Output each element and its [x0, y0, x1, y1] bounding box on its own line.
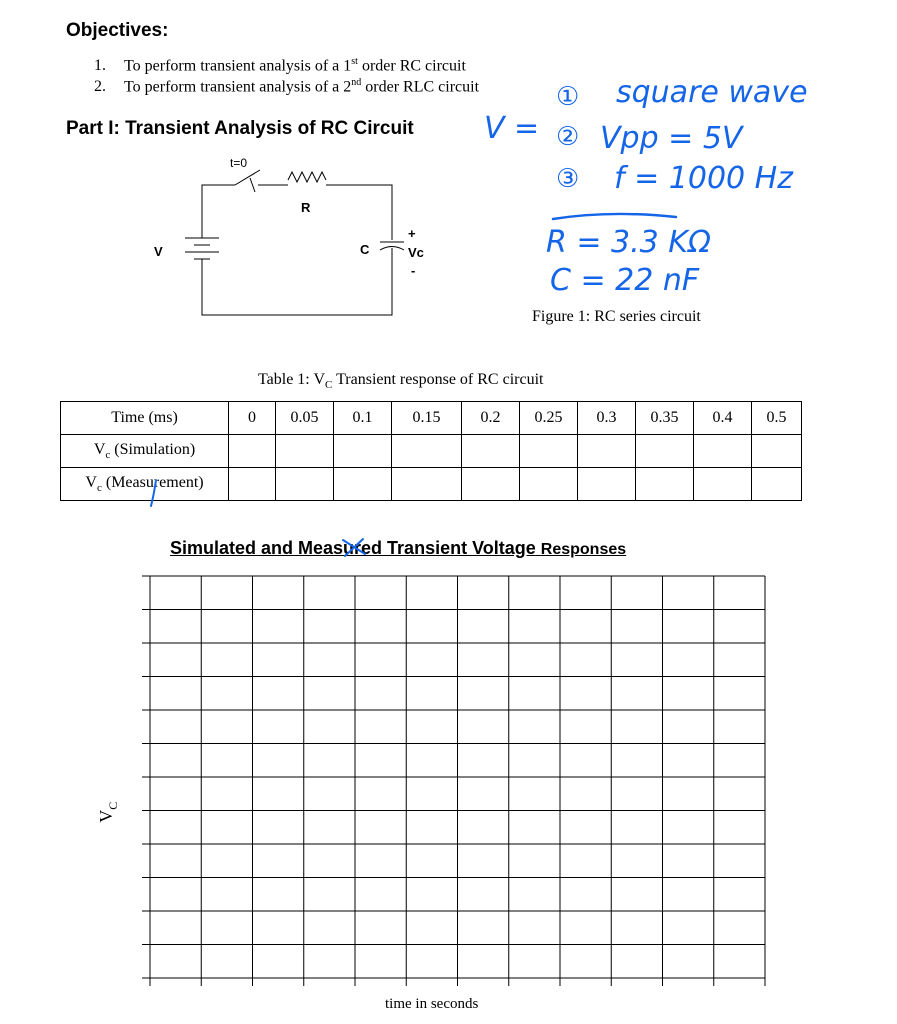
handwritten-number-2: ② — [556, 122, 580, 152]
table-empty-cell[interactable] — [636, 435, 694, 468]
objective-item-2 — [94, 77, 479, 96]
x-axis-label: time in seconds — [385, 996, 479, 1012]
handwritten-capacitance: C = 22 nF — [550, 263, 700, 298]
table-time-cell: 0.35 — [636, 402, 694, 435]
table-time-cell: 0.25 — [520, 402, 578, 435]
table-time-cell: 0.4 — [694, 402, 752, 435]
handwritten-vpp: Vpp = 5V — [600, 121, 743, 156]
handwritten-resistance: R = 3.3 KΩ — [546, 225, 711, 260]
table-empty-cell[interactable] — [334, 435, 392, 468]
row-label-sub: c — [96, 482, 102, 495]
wire-bottom — [202, 248, 392, 315]
table-row-label-simulation — [61, 435, 229, 468]
table-caption — [258, 371, 543, 391]
objective-sup: st — [351, 56, 358, 67]
part-heading: Part I: Transient Analysis of RC Circuit — [66, 118, 414, 139]
source-label: V — [154, 244, 163, 259]
objective-text: To perform transient analysis of a 1 — [124, 57, 352, 75]
row-label-text: V — [93, 440, 106, 458]
handwritten-x-mark — [339, 536, 369, 560]
handwritten-frequency: f = 1000 Hz — [614, 161, 793, 196]
table-empty-cell[interactable] — [229, 468, 276, 501]
transient-response-table — [60, 401, 802, 501]
handwritten-number-3: ③ — [556, 164, 580, 194]
graph-title-small: Responses — [540, 541, 627, 558]
table-time-cell: 0.3 — [578, 402, 636, 435]
objective-text: To perform transient analysis of a 2 — [124, 78, 352, 96]
vc-label: Vc — [408, 245, 424, 260]
objective-text-end: order RLC circuit — [361, 78, 480, 96]
handwritten-v-equals: V = — [484, 111, 540, 146]
minus-label: - — [411, 263, 416, 278]
wire-top-left — [202, 185, 235, 235]
y-axis-label-text: V — [96, 809, 117, 823]
y-axis-label — [96, 802, 121, 823]
row-label-text-end: (Simulation) — [110, 440, 196, 458]
switch-blade — [235, 170, 260, 185]
graph-title-main: Simulated and Measured Transient Voltage — [170, 538, 536, 558]
table-caption-text: Table 1: V — [258, 371, 326, 388]
table-empty-cell[interactable] — [462, 468, 520, 501]
table-empty-cell[interactable] — [334, 468, 392, 501]
table-empty-cell[interactable] — [276, 468, 334, 501]
y-axis-label-sub: C — [105, 801, 120, 810]
figure-caption: Figure 1: RC series circuit — [532, 308, 701, 325]
table-empty-cell[interactable] — [392, 468, 462, 501]
table-empty-cell[interactable] — [578, 435, 636, 468]
table-empty-cell[interactable] — [520, 435, 578, 468]
table-time-cell: 0.15 — [392, 402, 462, 435]
row-label-sub: c — [105, 449, 111, 462]
capacitor-label: C — [360, 242, 370, 257]
handwritten-mark-measurement — [148, 478, 160, 510]
table-row — [61, 435, 802, 468]
handwritten-number-1: ① — [556, 82, 580, 112]
resistor-label: R — [301, 200, 311, 215]
table-time-cell: 0.5 — [752, 402, 802, 435]
table-caption-text-end: Transient response of RC circuit — [332, 371, 544, 388]
objective-number: 1. — [94, 57, 106, 75]
table-empty-cell[interactable] — [752, 435, 802, 468]
graph-title — [170, 538, 626, 559]
table-row — [61, 468, 802, 501]
resistor-symbol — [288, 172, 326, 182]
objective-item-1 — [94, 56, 466, 75]
wire-top-right — [326, 185, 392, 240]
table-empty-cell[interactable] — [462, 435, 520, 468]
table-empty-cell[interactable] — [694, 435, 752, 468]
table-empty-cell[interactable] — [578, 468, 636, 501]
switch-label: t=0 — [230, 156, 248, 170]
objective-sup: nd — [351, 77, 362, 88]
objective-text-end: order RC circuit — [357, 57, 466, 75]
table-empty-cell[interactable] — [636, 468, 694, 501]
table-empty-cell[interactable] — [229, 435, 276, 468]
row-label-text-end: (Measurement) — [101, 473, 204, 491]
plus-label: + — [408, 226, 416, 241]
table-row — [61, 402, 802, 435]
table-time-cell: 0.05 — [276, 402, 334, 435]
table-time-cell: 0.2 — [462, 402, 520, 435]
table-empty-cell[interactable] — [694, 468, 752, 501]
rc-circuit-diagram — [140, 150, 450, 325]
table-row-label-measurement — [61, 468, 229, 501]
table-empty-cell[interactable] — [392, 435, 462, 468]
objective-number: 2. — [94, 78, 106, 96]
table-empty-cell[interactable] — [520, 468, 578, 501]
table-empty-cell[interactable] — [752, 468, 802, 501]
handwritten-square-wave: square wave — [616, 75, 808, 110]
blank-graph-grid[interactable] — [130, 570, 770, 990]
table-header-time: Time (ms) — [61, 402, 229, 435]
table-time-cell: 0 — [229, 402, 276, 435]
table-empty-cell[interactable] — [276, 435, 334, 468]
table-time-cell: 0.1 — [334, 402, 392, 435]
handwritten-underline — [550, 208, 680, 224]
row-label-text: V — [85, 473, 97, 491]
table-caption-sub: C — [325, 379, 333, 392]
objectives-heading: Objectives: — [66, 20, 169, 41]
switch-arrow — [250, 178, 255, 192]
